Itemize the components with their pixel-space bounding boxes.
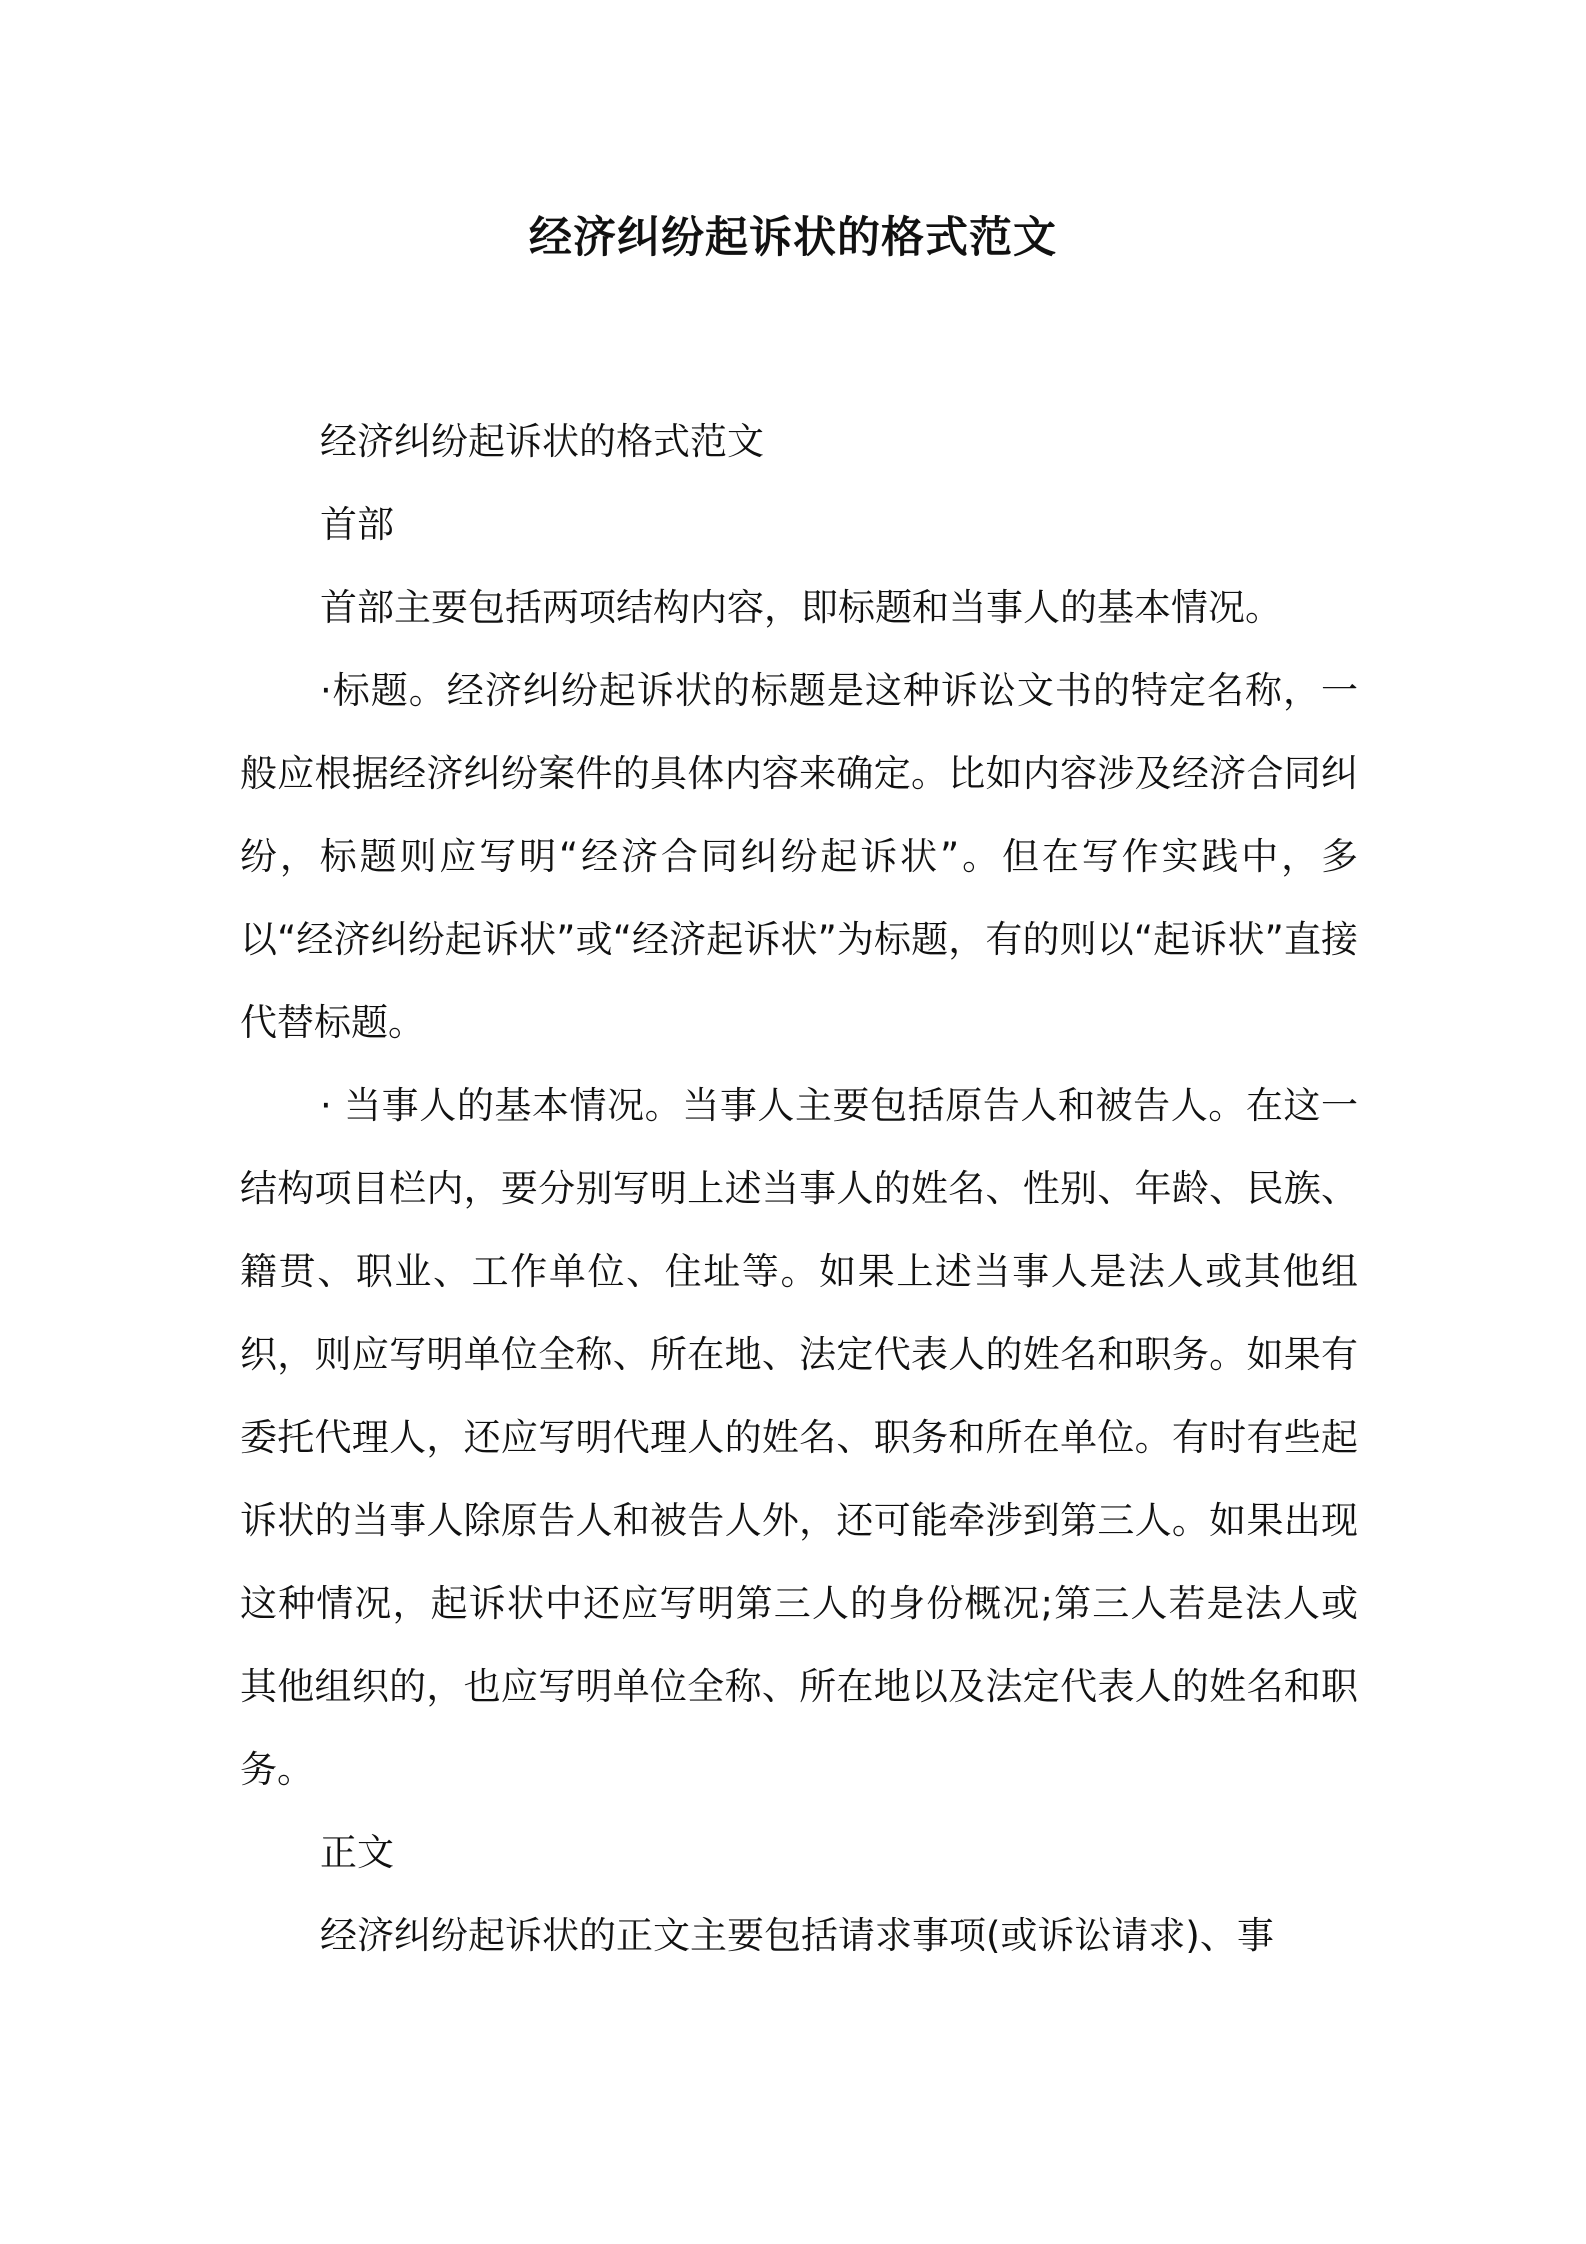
paragraph-subtitle: 经济纠纷起诉状的格式范文 <box>320 420 764 463</box>
paragraph-parties-section: · 当事人的基本情况。当事人主要包括原告人和被告人。在这一结构项目栏内，要分别写明上述当事人的姓名、性别、年龄、民族、籍贯、职业、工作单位、住址等。如果上述当事人是法人或其他组织，则应写明单位全称、所在地、法定代表人的姓名和职务。如果有委托代理人，还应写明代理人的姓名、职务和所在单位。有时有些起诉状的当事人除原告人和被告人外，还可能牵涉到第三人。如果出现这种情况，起诉状中还应写明第三人的身份概况;第三人若是法人或其他组织的，也应写明单位全称、所在地以及法定代表人的姓名和职务。 <box>240 1084 1358 1791</box>
document-body <box>240 400 1358 1977</box>
paragraph-title-section: ·标题。经济纠纷起诉状的标题是这种诉讼文书的特定名称，一般应根据经济纠纷案件的具体内容来确定。比如内容涉及经济合同纠纷，标题则应写明“经济合同纠纷起诉状”。但在写作实践中，多以“经济纠纷起诉状”或“经济起诉状”为标题，有的则以“起诉状”直接代替标题。 <box>240 669 1358 1044</box>
section-heading-body: 正文 <box>320 1831 394 1874</box>
paragraph-header-intro: 首部主要包括两项结构内容，即标题和当事人的基本情况。 <box>320 586 1282 629</box>
paragraph-body-intro: 经济纠纷起诉状的正文主要包括请求事项(或诉讼请求)、事 <box>320 1914 1274 1957</box>
document-title: 经济纠纷起诉状的格式范文 <box>529 213 1057 263</box>
section-heading-header: 首部 <box>320 503 394 546</box>
